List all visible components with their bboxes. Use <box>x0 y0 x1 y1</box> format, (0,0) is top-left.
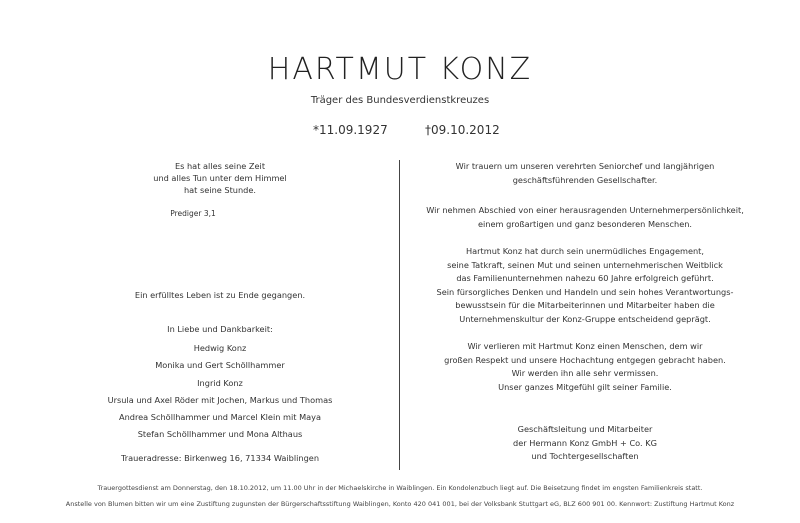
text-line: Unser ganzes Mitgefühl gilt seiner Familie. <box>498 381 672 392</box>
funeral-info: Trauergottesdienst am Donnerstag, den 18.10.2012, um 11.00 Uhr in der Michaelskirche in Waiblingen. Ein Kondolenzbuch liegt auf. Die Beisetzung findet im engsten Familienkreis statt. <box>97 484 703 492</box>
mourner-name: Monika und Gert Schöllhammer <box>155 360 285 371</box>
text-line: Unternehmenskultur der Konz-Gruppe entscheidend geprägt. <box>459 313 711 324</box>
donation-info: Anstelle von Blumen bitten wir um eine Zustiftung zugunsten der Bürgerschaftsstiftung Waiblingen, Konto 420 041 001, bei der Volksbank Stuttgart eG, BLZ 600 901 00. Kennwort: Zustiftung Hartmut Konz <box>65 500 735 508</box>
mourner-name: Stefan Schöllhammer und Mona Althaus <box>137 429 303 440</box>
text-line: Wir nehmen Abschied von einer herausragenden Unternehmerpersönlichkeit, <box>426 205 744 215</box>
text-line: das Familienunternehmen nahezu 60 Jahre erfolgreich geführt. <box>456 273 714 284</box>
text-line: Sein fürsorgliches Denken und Handeln und sein hohes Verantwortungs- <box>436 286 734 297</box>
quote-source: Prediger 3,1 <box>170 209 216 218</box>
honor-subtitle: Träger des Bundesverdienstkreuzes <box>310 95 490 106</box>
mourner-name: Ingrid Konz <box>197 377 243 388</box>
mourner-name: Andrea Schöllhammer und Marcel Klein mit Maya <box>118 412 322 423</box>
death-date: †09.10.2012 <box>425 123 500 137</box>
quote-line: hat seine Stunde. <box>183 185 257 195</box>
text-line: einem großartigen und ganz besonderen Menschen. <box>477 218 693 229</box>
text-line: und Tochtergesellschaften <box>531 451 639 461</box>
text-line: der Hermann Konz GmbH + Co. KG <box>513 437 657 448</box>
company-signature <box>420 423 750 464</box>
quote-line: Es hat alles seine Zeit <box>174 161 266 171</box>
tribute-paragraph-3 <box>420 245 750 327</box>
text-line: Geschäftsleitung und Mitarbeiter <box>517 424 653 434</box>
text-line: geschäftsführenden Gesellschafter. <box>512 174 658 185</box>
bible-quote <box>60 160 380 196</box>
mourner-name: Ursula und Axel Röder mit Jochen, Markus und Thomas <box>107 394 333 405</box>
text-line: Wir verlieren mit Hartmut Konz einen Menschen, dem wir <box>467 341 703 351</box>
column-divider <box>399 160 400 470</box>
mourning-address: Traueradresse: Birkenweg 16, 71334 Waiblingen <box>120 453 320 463</box>
mourners-list <box>60 340 380 444</box>
deceased-name: HARTMUT KONZ <box>267 52 533 87</box>
text-line: bewusstsein für die Mitarbeiterinnen und Mitarbeiter haben die <box>455 300 715 311</box>
mourners-intro: In Liebe und Dankbarkeit: <box>167 324 273 334</box>
text-line: Wir werden ihn alle sehr vermissen. <box>511 368 659 378</box>
tribute-paragraph-4 <box>420 340 750 394</box>
life-ended-text: Ein erfülltes Leben ist zu Ende gegangen. <box>134 290 306 300</box>
text-line: seine Tatkraft, seinen Mut und seinen unternehmerischen Weitblick <box>447 259 723 270</box>
tribute-paragraph-1 <box>420 160 750 187</box>
birth-date: *11.09.1927 <box>313 123 388 137</box>
text-line: großen Respekt und unsere Hochachtung entgegen gebracht haben. <box>444 354 726 365</box>
text-line: Wir trauern um unseren verehrten Seniorchef und langjährigen <box>455 161 715 171</box>
tribute-paragraph-2 <box>420 204 750 231</box>
text-line: Hartmut Konz hat durch sein unermüdliches Engagement, <box>465 246 704 256</box>
mourner-name: Hedwig Konz <box>193 343 247 353</box>
quote-line: und alles Tun unter dem Himmel <box>153 173 287 183</box>
